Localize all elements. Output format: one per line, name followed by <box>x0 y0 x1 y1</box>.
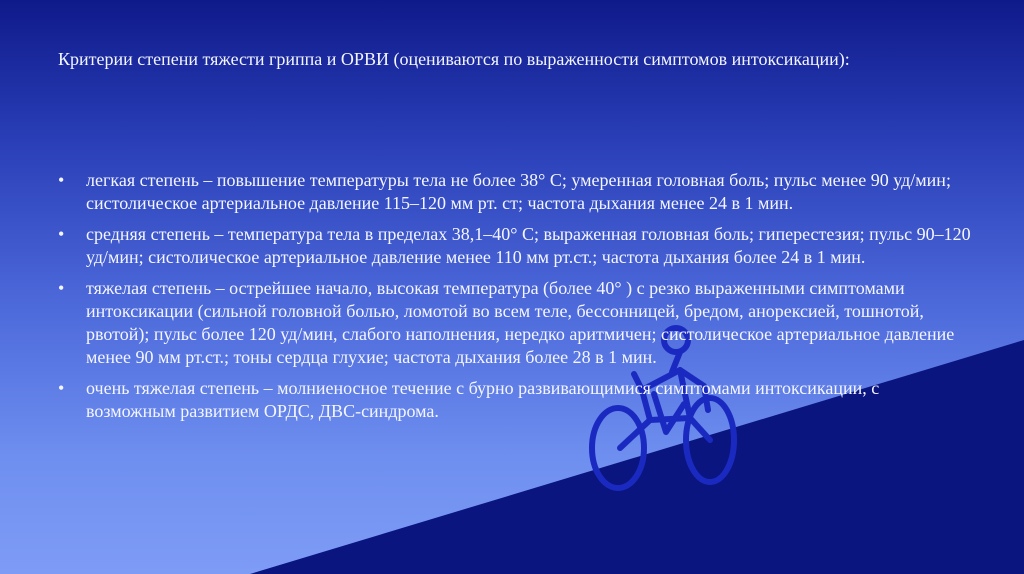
slide-title: Критерии степени тяжести гриппа и ОРВИ (оцениваются по выраженности симптомов интоксикации): <box>58 49 850 69</box>
list-item-very-severe: • очень тяжелая степень – молниеносное течение с бурно развивающимися симптомами интоксикации, с возможным развитием ОРДС, ДВС-синдрома. <box>58 377 973 423</box>
list-item-moderate: • средняя степень – температура тела в пределах 38,1–40° С; выраженная головная боль; гиперестезия; пульс 90–120 уд/мин; систолическое артериальное давление менее 110 мм рт.ст.; частота дыхания более 24 в 1 мин. <box>58 223 973 269</box>
list-item-severe: • тяжелая степень – острейшее начало, высокая температура (более 40° ) с резко выраженными симптомами интоксикации (сильной головной болью, ломотой во всем теле, бессонницей, бредом, анорексией, тошнотой, рвотой); пульс более 120 уд/мин, слабого наполнения, нередко аритмичен; систолическое артериальное давление менее 90 мм рт.ст.; тоны сердца глухие; частота дыхания более 28 в 1 мин. <box>58 277 973 369</box>
list-item-mild: • легкая степень – повышение температуры тела не более 38° С; умеренная головная боль; пульс менее 90 уд/мин; систолическое артериальное давление 115–120 мм рт. ст; частота дыхания менее 24 в 1 мин. <box>58 169 973 215</box>
criteria-list <box>58 169 973 431</box>
